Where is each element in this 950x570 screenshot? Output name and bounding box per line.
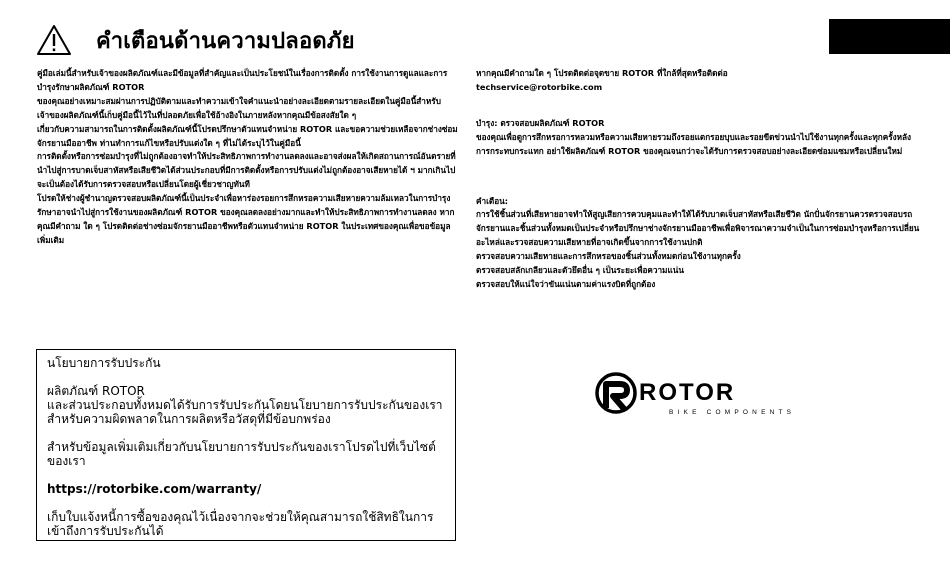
usage-paragraph: ของคุณอย่างเหมาะสมผ่านการปฏิบัติตามและทำความเข้าใจคำแนะนำอย่างละเอียดตามรายละเอียดในคู่มือนี้สำหรับเจ้าของผลิตภัณฑ์นี้เก็บคู่มือนี้ไว้ในที่ปลอดภัยเพื่อใช้อ้างอิงในภายหลังหากคุณมีข้อสงสัยใด ๆ	[37, 95, 441, 120]
logo-tagline-text: BIKE COMPONENTS	[669, 409, 796, 416]
support-email-link[interactable]: techservice@rotorbike.com	[476, 81, 603, 92]
checklist-item: ตรวจสอบให้แน่ใจว่าขันแน่นตามค่าแรงบิดที่ถูกต้อง	[476, 278, 656, 289]
page-header	[36, 20, 355, 60]
check-body: ของคุณเพื่อดูการสึกหรอการหลวมหรือความเสียหายรวมถึงรอยแตกรอยบุบและรอยขีดข่วนนำไปใช้งานทุกครั้งและทุกครั้งหลังการกระทบกระแทก อย่าใช้ผลิตภัณฑ์ ROTOR ของคุณจนกว่าจะได้รับการตรวจสอบอย่างละเอียดซ่อมแซมหรือเปลี่ยนใหม่	[476, 131, 912, 156]
warning-title: คำเตือน:	[476, 195, 508, 206]
right-column	[476, 67, 926, 292]
installation-paragraph: เกี่ยวกับความสามารถในการติดตั้งผลิตภัณฑ์นี้โปรดปรึกษาตัวแทนจำหน่าย ROTOR และขอความช่วยเหลือจากช่างซ่อมจักรยานมืออาชีพ ท่านทำการแก้ไขหรือปรับแต่งใด ๆ ที่ไม่ได้ระบุไว้ในคู่มือนี้	[37, 123, 458, 148]
warranty-title: นโยบายการรับประกัน	[47, 356, 161, 370]
checklist-item: ตรวจสอบความเสียหายและการสึกหรอของชิ้นส่วนทั้งหมดก่อนใช้งานทุกครั้ง	[476, 251, 741, 262]
warranty-box	[36, 349, 456, 541]
checklist-item: ตรวจสอบสลักเกลียวและตัวยึดอื่น ๆ เป็นระยะเพื่อความแน่น	[476, 265, 684, 276]
left-column	[37, 67, 459, 248]
logo-brand-text: ROTOR	[639, 379, 736, 406]
warranty-body: ผลิตภัณฑ์ ROTOR และส่วนประกอบทั้งหมดได้รับการรับประกันโดยนโยบายการรับประกันของเราสำหรับความผิดพลาดในการผลิตหรือวัสดุที่มีข้อบกพร่อง	[47, 384, 443, 426]
check-title: บำรุง: ตรวจสอบผลิตภัณฑ์ ROTOR	[476, 117, 605, 128]
warranty-footer: เก็บใบแจ้งหนี้การซื้อของคุณไว้เนื่องจากจะช่วยให้คุณสามารถใช้สิทธิในการเข้าถึงการรับประกันได้	[47, 510, 434, 538]
improper-install-paragraph: การติดตั้งหรือการซ่อมบำรุงที่ไม่ถูกต้องอาจทำให้ประสิทธิภาพการทำงานลดลงและอาจส่งผลให้เกิดสถานการณ์อันตรายที่นำไปสู่การบาดเจ็บสาหัสหรือเสียชีวิตได้ส่วนประกอบที่มีการติดตั้งหรือการปรับแต่งไม่ถูกต้องอาจเสียหายได้ ฯ มากเกินไปจะเป็นต้องได้รับการตรวจสอบหรือเปลี่ยนโดยผู้เชี่ยวชาญทันที	[37, 151, 456, 190]
rotor-logo	[595, 372, 796, 418]
inspection-paragraph: โปรดให้ช่างผู้ชำนาญตรวจสอบผลิตภัณฑ์นี้เป็นประจำเพื่อหาร่องรอยการสึกหรอความเสียหายความล้มเหลวในการบำรุงรักษาอาจนำไปสู่การใช้งานของผลิตภัณฑ์ ROTOR ของคุณลดลงอย่างมากและทำให้ประสิทธิภาพการทำงานลดลง หากคุณมีคำถาม ใด ๆ โปรดติดต่อช่างซ่อมจักรยานมืออาชีพหรือตัวแทนจำหน่าย ROTOR ในประเทศของคุณเพื่อขอข้อมูลเพิ่มเติม	[37, 193, 455, 245]
warranty-info: สำหรับข้อมูลเพิ่มเติมเกี่ยวกับนโยบายการรับประกันของเราโปรดไปที่เว็บไซต์ของเรา	[47, 440, 436, 468]
contact-text: หากคุณมีคำถามใด ๆ โปรดติดต่อจุดขาย ROTOR ที่ใกล้ที่สุดหรือติดต่อ	[476, 68, 728, 78]
page-title: คำเตือนด้านความปลอดภัย	[96, 28, 355, 54]
warning-triangle-icon	[36, 24, 72, 56]
warranty-url-link[interactable]: https://rotorbike.com/warranty/	[47, 482, 262, 496]
page-tab-marker	[829, 19, 950, 54]
warning-body: การใช้ชิ้นส่วนที่เสียหายอาจทำให้สูญเสียการควบคุมและทำให้ได้รับบาดเจ็บสาหัสหรือเสียชีวิต นักปั่นจักรยานควรตรวจสอบรถจักรยานและชิ้นส่วนทั้งหมดเป็นประจำหรือปรึกษาช่างจักรยานมืออาชีพเพื่อพิจารณาความจำเป็นในการซ่อมบำรุงหรือการเปลี่ยนอะไหล่และรวจสอบความเสียหายที่อาจเกิดขึ้นจากการใช้งานปกติ	[476, 209, 920, 248]
intro-paragraph: คู่มือเล่มนี้สำหรับเจ้าของผลิตภัณฑ์และมีข้อมูลที่สำคัญและเป็นประโยชน์ในเรื่องการติดตั้ง การใช้งานการดูแลและการบำรุงรักษาผลิตภัณฑ์ ROTOR	[37, 68, 448, 92]
